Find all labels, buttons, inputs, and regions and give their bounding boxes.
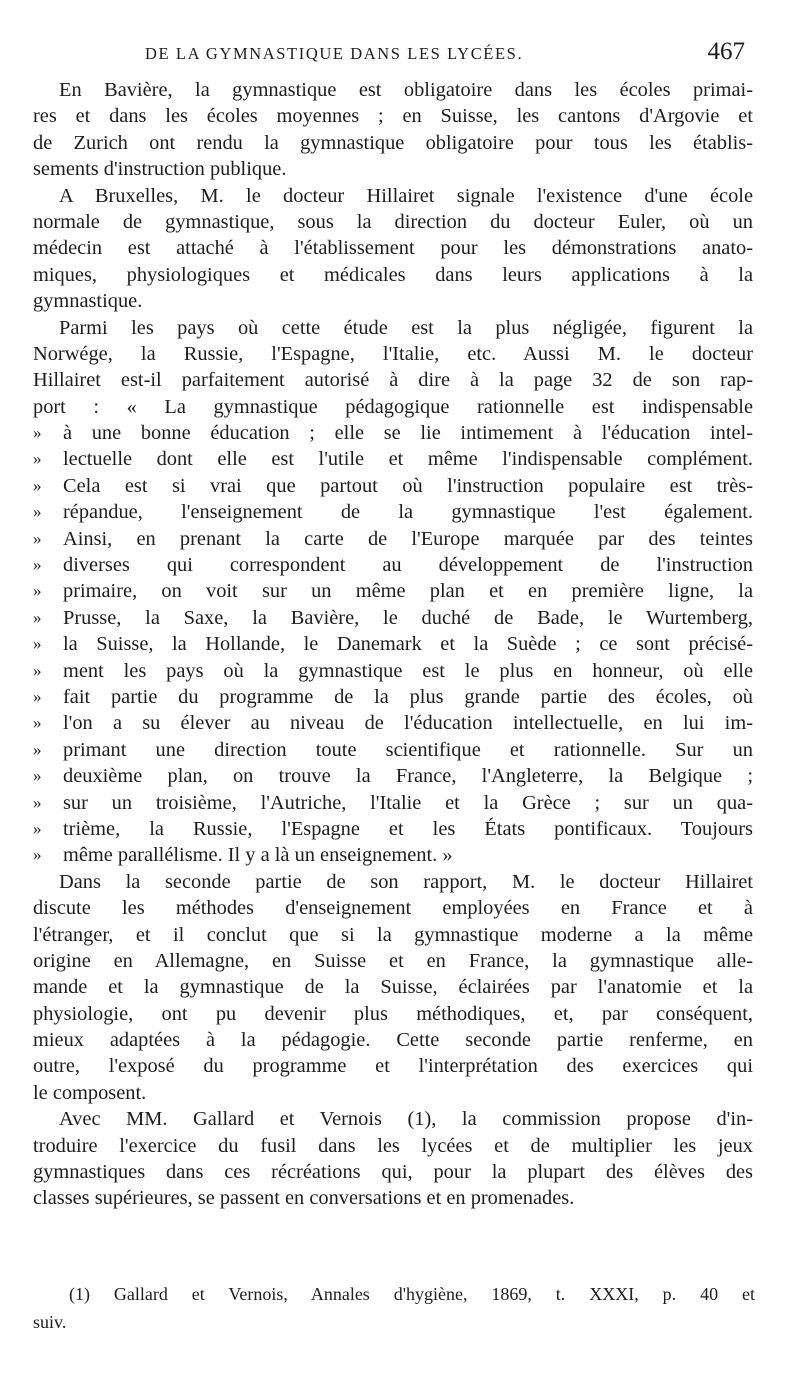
footnote <box>33 1280 755 1336</box>
quote-line <box>33 499 753 525</box>
quote-text: sur un troisième, l'Autriche, l'Italie et la Grèce ; sur un qua- <box>63 791 753 814</box>
text-line: mande et la gymnastique de la Suisse, éclairées par l'anatomie et la <box>33 976 753 999</box>
quote-marker: » <box>33 845 42 865</box>
quote-text: même parallélisme. Il y a là un enseignement. » <box>63 844 453 867</box>
text-line: de Zurich ont rendu la gymnastique obligatoire pour tous les établis- <box>33 131 753 154</box>
quote-line <box>33 631 753 657</box>
text-line: médecin est attaché à l'établissement pour les démonstrations anato- <box>33 237 753 260</box>
quote-marker: » <box>33 686 42 706</box>
quote-line <box>33 842 753 868</box>
quote-text: ment les pays où la gymnastique est le plus en honneur, où elle <box>63 659 753 682</box>
paragraph-brussels <box>33 183 753 315</box>
quote-text: diverses qui correspondent au développement de l'instruction <box>63 554 753 577</box>
text-line: le composent. <box>33 1081 147 1104</box>
text-line: classes supérieures, se passent en conversations et en promenades. <box>33 1187 575 1210</box>
quote-marker: » <box>33 449 42 469</box>
quote-line <box>33 763 753 789</box>
quote-marker: » <box>33 423 42 443</box>
quote-line <box>33 420 753 446</box>
quote-text: trième, la Russie, l'Espagne et les États pontificaux. Toujours <box>63 817 753 840</box>
text-line: mieux adaptées à la pédagogie. Cette seconde partie renferme, en <box>33 1029 753 1052</box>
text-line: physiologie, ont pu devenir plus méthodiques, et, par conséquent, <box>33 1002 753 1025</box>
quote-text: deuxième plan, on trouve la France, l'Angleterre, la Belgique ; <box>63 765 753 788</box>
text-line: gymnastique. <box>33 290 143 313</box>
quote-marker: » <box>33 766 42 786</box>
quote-text: répandue, l'enseignement de la gymnastique l'est également. <box>63 501 753 524</box>
quote-text: fait partie du programme de la plus grande partie des écoles, où <box>63 685 753 708</box>
quote-marker: » <box>33 713 42 733</box>
quote-line <box>33 816 753 842</box>
quote-line <box>33 605 753 631</box>
quote-marker: » <box>33 502 42 522</box>
text-line: troduire l'exercice du fusil dans les lycées et de multiplier les jeux <box>33 1134 753 1157</box>
quote-line <box>33 737 753 763</box>
text-line: normale de gymnastique, sous la direction du docteur Euler, où un <box>33 210 753 233</box>
quote-marker: » <box>33 607 42 627</box>
text-line: discute les méthodes d'enseignement employées en France et à <box>33 897 753 920</box>
text-line: sements d'instruction publique. <box>33 158 287 181</box>
text-line: A Bruxelles, M. le docteur Hillairet signale l'existence d'une école <box>59 184 753 207</box>
quote-line <box>33 578 753 604</box>
paragraph-bavaria <box>33 77 753 183</box>
text-line: En Bavière, la gymnastique est obligatoire dans les écoles primai- <box>59 79 753 101</box>
quote-marker: » <box>33 555 42 575</box>
quote-marker: » <box>33 581 42 601</box>
quote-line <box>33 473 753 499</box>
quote-text: primaire, on voit sur un même plan et en première ligne, la <box>63 580 753 603</box>
footnote-line: (1) Gallard et Vernois, Annales d'hygiène, 1869, t. XXXI, p. 40 et <box>69 1284 755 1304</box>
running-title: DE LA GYMNASTIQUE DANS LES LYCÉES. <box>145 44 524 63</box>
quote-line <box>33 658 753 684</box>
quote-marker: » <box>33 634 42 654</box>
quote-line <box>33 710 753 736</box>
text-line: outre, l'exposé du programme et l'interprétation des exercices qui <box>33 1055 753 1078</box>
block-quote <box>33 420 753 869</box>
quote-text: la Suisse, la Hollande, le Danemark et la Suède ; ce sont précisé- <box>63 633 753 656</box>
quote-line <box>33 684 753 710</box>
text-line: miques, physiologiques et médicales dans leurs applications à la <box>33 263 753 286</box>
quote-line <box>33 552 753 578</box>
text-line: gymnastiques dans ces récréations qui, pour la plupart des élèves des <box>33 1161 753 1184</box>
text-line: Dans la seconde partie de son rapport, M. le docteur Hillairet <box>59 870 753 893</box>
quote-marker: » <box>33 475 42 495</box>
quote-line <box>33 790 753 816</box>
text-line: Avec MM. Gallard et Vernois (1), la commission propose d'in- <box>59 1108 753 1131</box>
quote-marker: » <box>33 792 42 812</box>
paragraph-neglected-countries <box>33 315 753 421</box>
quote-text: primant une direction toute scientifique et rationnelle. Sur un <box>63 738 753 761</box>
quote-text: lectuelle dont elle est l'utile et même l'indispensable complément. <box>63 448 753 471</box>
quote-marker: » <box>33 660 42 680</box>
paragraph-methods <box>33 869 753 1107</box>
quote-text: Prusse, la Saxe, la Bavière, le duché de Bade, le Wurtemberg, <box>63 606 753 629</box>
text-line: l'étranger, et il conclut que si la gymnastique moderne a la même <box>33 923 753 946</box>
quote-text: à une bonne éducation ; elle se lie intimement à l'éducation intel- <box>63 422 753 445</box>
text-line: Hillairet est-il parfaitement autorisé à dire à la page 32 de son rap- <box>33 369 753 392</box>
quote-marker: » <box>33 528 42 548</box>
quote-text: l'on a su élever au niveau de l'éducation intellectuelle, en lui im- <box>63 712 753 735</box>
text-line: Parmi les pays où cette étude est la plus négligée, figurent la <box>59 316 753 339</box>
text-line: origine en Allemagne, en Suisse et en France, la gymnastique alle- <box>33 949 753 972</box>
page-number: 467 <box>707 38 745 65</box>
paragraph-commission <box>33 1106 753 1212</box>
quote-text: Ainsi, en prenant la carte de l'Europe marquée par des teintes <box>63 527 753 550</box>
quote-text: Cela est si vrai que partout où l'instruction populaire est très- <box>63 474 753 497</box>
quote-line <box>33 526 753 552</box>
text-line: res et dans les écoles moyennes ; en Suisse, les cantons d'Argovie et <box>33 105 753 128</box>
text-line: port : « La gymnastique pédagogique rationnelle est indispensable <box>33 395 753 418</box>
quote-marker: » <box>33 739 42 759</box>
text-line: Norwége, la Russie, l'Espagne, l'Italie, etc. Aussi M. le docteur <box>33 342 753 365</box>
quote-line <box>33 446 753 472</box>
footnote-line: suiv. <box>33 1312 67 1332</box>
quote-marker: » <box>33 818 42 838</box>
page-header <box>40 38 745 70</box>
body-text <box>33 77 753 1212</box>
